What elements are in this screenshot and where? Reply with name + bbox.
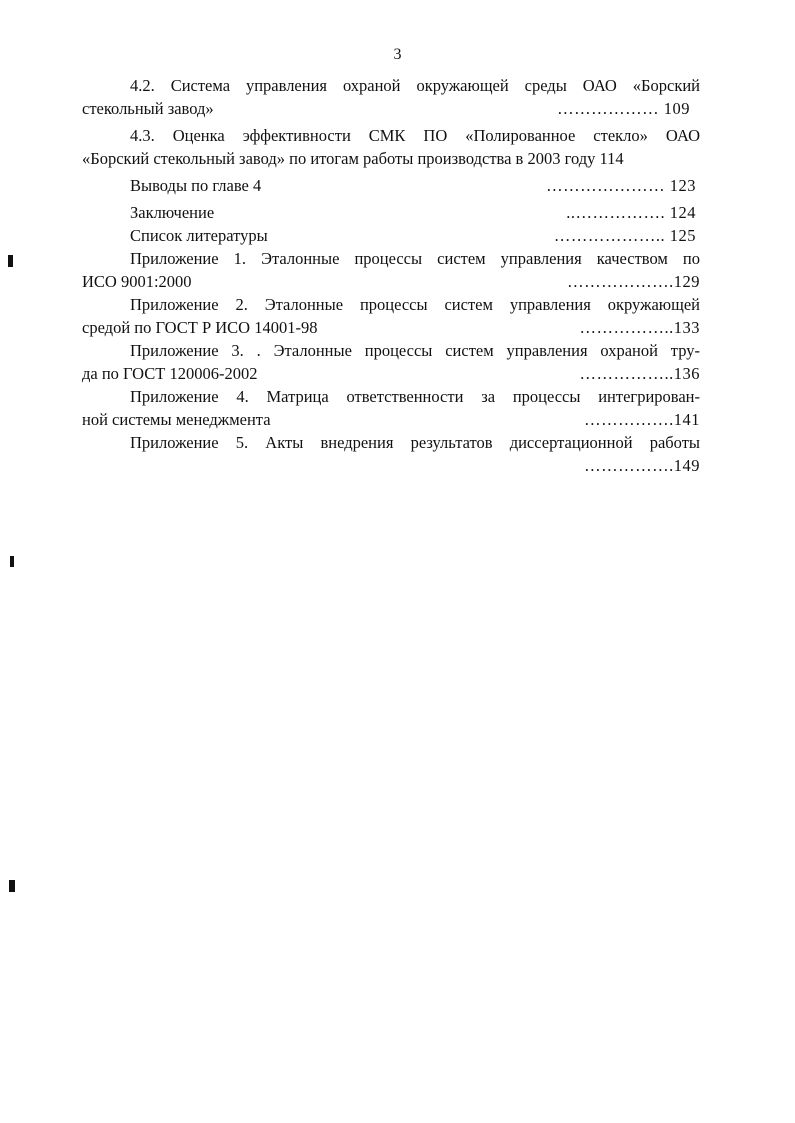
toc-entry-title-cont: ИСО 9001:2000 — [82, 272, 192, 291]
toc-entry-page: ……………….129 — [567, 272, 700, 291]
toc-entry-4-2 — [82, 74, 700, 120]
toc-entry-title-cont: «Борский стекольный завод» по итогам работы производства в 2003 году 114 — [82, 149, 624, 168]
toc-entry-title-cont: ной системы менеджмента — [82, 410, 271, 429]
toc-entry-title: Приложение 3. . Эталонные процессы систем управления охраной тру- — [130, 341, 700, 360]
toc-entry-bibliography — [82, 224, 700, 247]
toc-entry-page: …………….149 — [584, 456, 700, 475]
toc-entry-title: Заключение — [130, 203, 215, 222]
toc-entry-page: ……………….. 125 — [553, 226, 696, 245]
toc-entry-title-cont: средой по ГОСТ Р ИСО 14001-98 — [82, 318, 318, 337]
toc-entry-title: Приложение 5. Акты внедрения результатов диссертационной работы — [130, 433, 700, 452]
table-of-contents — [82, 74, 700, 477]
toc-entry-title: Приложение 4. Матрица ответственности за процессы интегрирован- — [130, 387, 700, 406]
toc-entry-title: Выводы по главе 4 — [130, 176, 262, 195]
scan-artifact-mark — [9, 880, 15, 892]
toc-entry-appendix-5 — [82, 431, 700, 477]
toc-entry-appendix-1 — [82, 247, 700, 293]
toc-entry-title: 4.3. Оценка эффективности СМК ПО «Полированное стекло» ОАО — [130, 126, 700, 145]
toc-entry-page: ……………..133 — [579, 318, 700, 337]
toc-entry-conclusions-ch4 — [82, 174, 700, 197]
toc-entry-page: …………….141 — [584, 410, 700, 429]
page-number: 3 — [393, 46, 402, 63]
toc-entry-page: ……………… 109 — [557, 99, 690, 118]
toc-entry-title: Приложение 2. Эталонные процессы систем управления окружающей — [130, 295, 700, 314]
scan-artifact-mark — [8, 255, 13, 267]
toc-entry-4-3 — [82, 124, 700, 170]
toc-entry-page: ………………… 123 — [546, 176, 696, 195]
toc-entry-title: 4.2. Система управления охраной окружающей среды ОАО «Борский — [130, 76, 700, 95]
scan-artifact-mark — [10, 556, 14, 567]
toc-entry-page: ……………..136 — [579, 364, 700, 383]
toc-entry-title-cont: да по ГОСТ 120006-2002 — [82, 364, 258, 383]
toc-entry-appendix-2 — [82, 293, 700, 339]
toc-entry-page: ..……………. 124 — [566, 203, 696, 222]
toc-entry-title-cont: стекольный завод» — [82, 99, 214, 118]
toc-entry-title: Список литературы — [130, 226, 268, 245]
toc-entry-conclusion — [82, 201, 700, 224]
toc-entry-title: Приложение 1. Эталонные процессы систем управления качеством по — [130, 249, 700, 268]
toc-entry-appendix-4 — [82, 385, 700, 431]
toc-entry-appendix-3 — [82, 339, 700, 385]
